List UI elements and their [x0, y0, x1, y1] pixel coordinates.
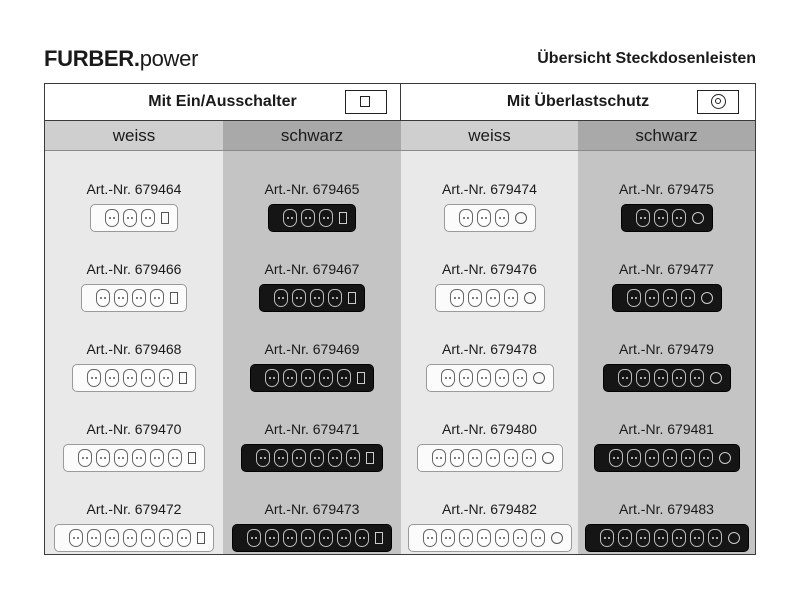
- overload-protection-icon: [524, 292, 536, 304]
- product-item: [223, 421, 401, 501]
- article-number: Art.-Nr. 679481: [619, 421, 714, 437]
- group-title: Mit Ein/Ausschalter: [148, 93, 297, 110]
- socket-icon: [283, 209, 297, 227]
- article-number: Art.-Nr. 679467: [264, 261, 360, 277]
- socket-icon: [159, 529, 173, 547]
- product-item: [578, 261, 755, 341]
- socket-icon: [690, 529, 704, 547]
- article-number: Art.-Nr. 679482: [442, 501, 537, 517]
- product-item: [578, 421, 755, 501]
- power-strip-image: [444, 204, 536, 232]
- product-item: [223, 501, 401, 581]
- power-strip-image: [259, 284, 365, 312]
- socket-icon: [96, 449, 110, 467]
- article-number: Art.-Nr. 679477: [619, 261, 714, 277]
- overload-protection-icon: [515, 212, 527, 224]
- product-item: [578, 341, 755, 421]
- socket-icon: [168, 449, 182, 467]
- overload-protection-icon: [551, 532, 563, 544]
- socket-icon: [681, 449, 695, 467]
- socket-icon: [319, 369, 333, 387]
- socket-icon: [432, 449, 446, 467]
- socket-icon: [87, 529, 101, 547]
- socket-icon: [441, 529, 455, 547]
- power-strip-image: [594, 444, 740, 472]
- socket-icon: [636, 529, 650, 547]
- brand-logo: [44, 46, 198, 72]
- switch-icon: [366, 452, 374, 464]
- switch-icon: [345, 90, 387, 114]
- socket-icon: [328, 289, 342, 307]
- power-strip-image: [585, 524, 749, 552]
- socket-icon: [468, 449, 482, 467]
- socket-icon: [301, 369, 315, 387]
- socket-icon: [301, 529, 315, 547]
- socket-icon: [337, 369, 351, 387]
- product-item: [578, 501, 755, 581]
- article-number: Art.-Nr. 679470: [86, 421, 182, 437]
- power-strip-image: [250, 364, 374, 392]
- socket-icon: [663, 449, 677, 467]
- socket-icon: [672, 209, 686, 227]
- socket-icon: [105, 369, 119, 387]
- socket-icon: [274, 449, 288, 467]
- article-number: Art.-Nr. 679479: [619, 341, 714, 357]
- article-number: Art.-Nr. 679476: [442, 261, 537, 277]
- column-schwarz: [223, 121, 401, 554]
- socket-icon: [283, 369, 297, 387]
- power-strip-image: [241, 444, 383, 472]
- product-item: [45, 261, 223, 341]
- switch-icon: [188, 452, 196, 464]
- socket-icon: [132, 449, 146, 467]
- socket-icon: [310, 449, 324, 467]
- socket-icon: [141, 209, 155, 227]
- article-number: Art.-Nr. 679478: [442, 341, 537, 357]
- socket-icon: [459, 529, 473, 547]
- overload-protection-icon: [542, 452, 554, 464]
- switch-icon: [197, 532, 205, 544]
- socket-icon: [618, 369, 632, 387]
- article-number: Art.-Nr. 679466: [86, 261, 182, 277]
- page-title: Übersicht Steckdosenleisten: [537, 50, 756, 67]
- socket-icon: [78, 449, 92, 467]
- socket-icon: [513, 529, 527, 547]
- overload-protection-icon: [697, 90, 739, 114]
- overload-protection-icon: [533, 372, 545, 384]
- overload-protection-icon: [728, 532, 740, 544]
- product-item: [578, 181, 755, 261]
- socket-icon: [708, 529, 722, 547]
- socket-icon: [105, 529, 119, 547]
- socket-icon: [663, 289, 677, 307]
- socket-icon: [672, 529, 686, 547]
- article-number: Art.-Nr. 679473: [264, 501, 360, 517]
- socket-icon: [274, 289, 288, 307]
- product-item: [401, 261, 578, 341]
- switch-icon: [161, 212, 169, 224]
- socket-icon: [423, 529, 437, 547]
- socket-icon: [141, 369, 155, 387]
- socket-icon: [301, 209, 315, 227]
- switch-icon: [348, 292, 356, 304]
- socket-icon: [477, 529, 491, 547]
- group-overload: [401, 84, 755, 554]
- socket-icon: [468, 289, 482, 307]
- socket-icon: [141, 529, 155, 547]
- column-header: schwarz: [578, 121, 755, 151]
- power-strip-image: [232, 524, 392, 552]
- product-item: [45, 181, 223, 261]
- socket-icon: [495, 529, 509, 547]
- socket-icon: [328, 449, 342, 467]
- product-item: [45, 341, 223, 421]
- socket-icon: [346, 449, 360, 467]
- socket-icon: [627, 289, 641, 307]
- power-strip-image: [54, 524, 214, 552]
- socket-icon: [504, 289, 518, 307]
- socket-icon: [265, 529, 279, 547]
- socket-icon: [477, 209, 491, 227]
- power-strip-image: [90, 204, 178, 232]
- switch-icon: [339, 212, 347, 224]
- socket-icon: [495, 209, 509, 227]
- group-switch: [45, 84, 401, 554]
- switch-icon: [179, 372, 187, 384]
- socket-icon: [459, 369, 473, 387]
- power-strip-image: [417, 444, 563, 472]
- socket-icon: [699, 449, 713, 467]
- group-title: Mit Überlastschutz: [506, 93, 650, 110]
- column-header: schwarz: [223, 121, 401, 151]
- product-item: [401, 341, 578, 421]
- socket-icon: [96, 289, 110, 307]
- power-strip-image: [63, 444, 205, 472]
- power-strip-image: [435, 284, 545, 312]
- socket-icon: [600, 529, 614, 547]
- product-item: [223, 341, 401, 421]
- socket-icon: [256, 449, 270, 467]
- socket-icon: [681, 289, 695, 307]
- socket-icon: [150, 449, 164, 467]
- product-item: [45, 501, 223, 581]
- switch-icon: [170, 292, 178, 304]
- socket-icon: [690, 369, 704, 387]
- power-strip-image: [408, 524, 572, 552]
- socket-icon: [292, 449, 306, 467]
- group-header: [401, 84, 755, 121]
- socket-icon: [114, 289, 128, 307]
- article-number: Art.-Nr. 679464: [86, 181, 182, 197]
- article-number: Art.-Nr. 679468: [86, 341, 182, 357]
- socket-icon: [459, 209, 473, 227]
- overload-protection-icon: [710, 372, 722, 384]
- socket-icon: [310, 289, 324, 307]
- socket-icon: [477, 369, 491, 387]
- group-header: [45, 84, 400, 121]
- article-number: Art.-Nr. 679469: [264, 341, 360, 357]
- article-number: Art.-Nr. 679474: [442, 181, 537, 197]
- socket-icon: [609, 449, 623, 467]
- socket-icon: [319, 529, 333, 547]
- socket-icon: [654, 209, 668, 227]
- socket-icon: [87, 369, 101, 387]
- socket-icon: [441, 369, 455, 387]
- column-header: weiss: [401, 121, 578, 151]
- socket-icon: [319, 209, 333, 227]
- brand-bold: FURBER.: [44, 46, 140, 71]
- socket-icon: [522, 449, 536, 467]
- switch-icon: [375, 532, 383, 544]
- socket-icon: [150, 289, 164, 307]
- column-header: weiss: [45, 121, 223, 151]
- socket-icon: [69, 529, 83, 547]
- column-weiss: [45, 121, 223, 554]
- product-item: [45, 421, 223, 501]
- column-schwarz: [578, 121, 755, 554]
- article-number: Art.-Nr. 679465: [264, 181, 360, 197]
- socket-icon: [123, 529, 137, 547]
- top-bar: [44, 44, 756, 74]
- article-number: Art.-Nr. 679483: [619, 501, 714, 517]
- switch-icon: [357, 372, 365, 384]
- socket-icon: [177, 529, 191, 547]
- socket-icon: [636, 209, 650, 227]
- article-number: Art.-Nr. 679475: [619, 181, 714, 197]
- socket-icon: [337, 529, 351, 547]
- socket-icon: [247, 529, 261, 547]
- socket-icon: [450, 449, 464, 467]
- power-strip-image: [72, 364, 196, 392]
- power-strip-image: [612, 284, 722, 312]
- socket-icon: [654, 529, 668, 547]
- socket-icon: [531, 529, 545, 547]
- power-strip-image: [81, 284, 187, 312]
- power-strip-image: [426, 364, 554, 392]
- socket-icon: [292, 289, 306, 307]
- socket-icon: [159, 369, 173, 387]
- socket-icon: [132, 289, 146, 307]
- socket-icon: [636, 369, 650, 387]
- socket-icon: [627, 449, 641, 467]
- socket-icon: [618, 529, 632, 547]
- socket-icon: [645, 449, 659, 467]
- socket-icon: [504, 449, 518, 467]
- socket-icon: [123, 209, 137, 227]
- socket-icon: [450, 289, 464, 307]
- socket-icon: [123, 369, 137, 387]
- article-number: Art.-Nr. 679480: [442, 421, 537, 437]
- article-number: Art.-Nr. 679472: [86, 501, 182, 517]
- socket-icon: [355, 529, 369, 547]
- socket-icon: [645, 289, 659, 307]
- socket-icon: [672, 369, 686, 387]
- socket-icon: [486, 449, 500, 467]
- socket-icon: [265, 369, 279, 387]
- power-strip-image: [268, 204, 356, 232]
- socket-icon: [486, 289, 500, 307]
- overview-table: [44, 83, 756, 555]
- column-weiss: [401, 121, 578, 554]
- socket-icon: [495, 369, 509, 387]
- power-strip-image: [603, 364, 731, 392]
- product-item: [223, 181, 401, 261]
- brand-light: power: [139, 46, 199, 71]
- product-item: [401, 501, 578, 581]
- product-item: [401, 181, 578, 261]
- power-strip-image: [621, 204, 713, 232]
- overload-protection-icon: [719, 452, 731, 464]
- article-number: Art.-Nr. 679471: [264, 421, 360, 437]
- overload-protection-icon: [701, 292, 713, 304]
- socket-icon: [513, 369, 527, 387]
- overload-protection-icon: [692, 212, 704, 224]
- product-item: [223, 261, 401, 341]
- socket-icon: [114, 449, 128, 467]
- product-item: [401, 421, 578, 501]
- socket-icon: [283, 529, 297, 547]
- socket-icon: [105, 209, 119, 227]
- socket-icon: [654, 369, 668, 387]
